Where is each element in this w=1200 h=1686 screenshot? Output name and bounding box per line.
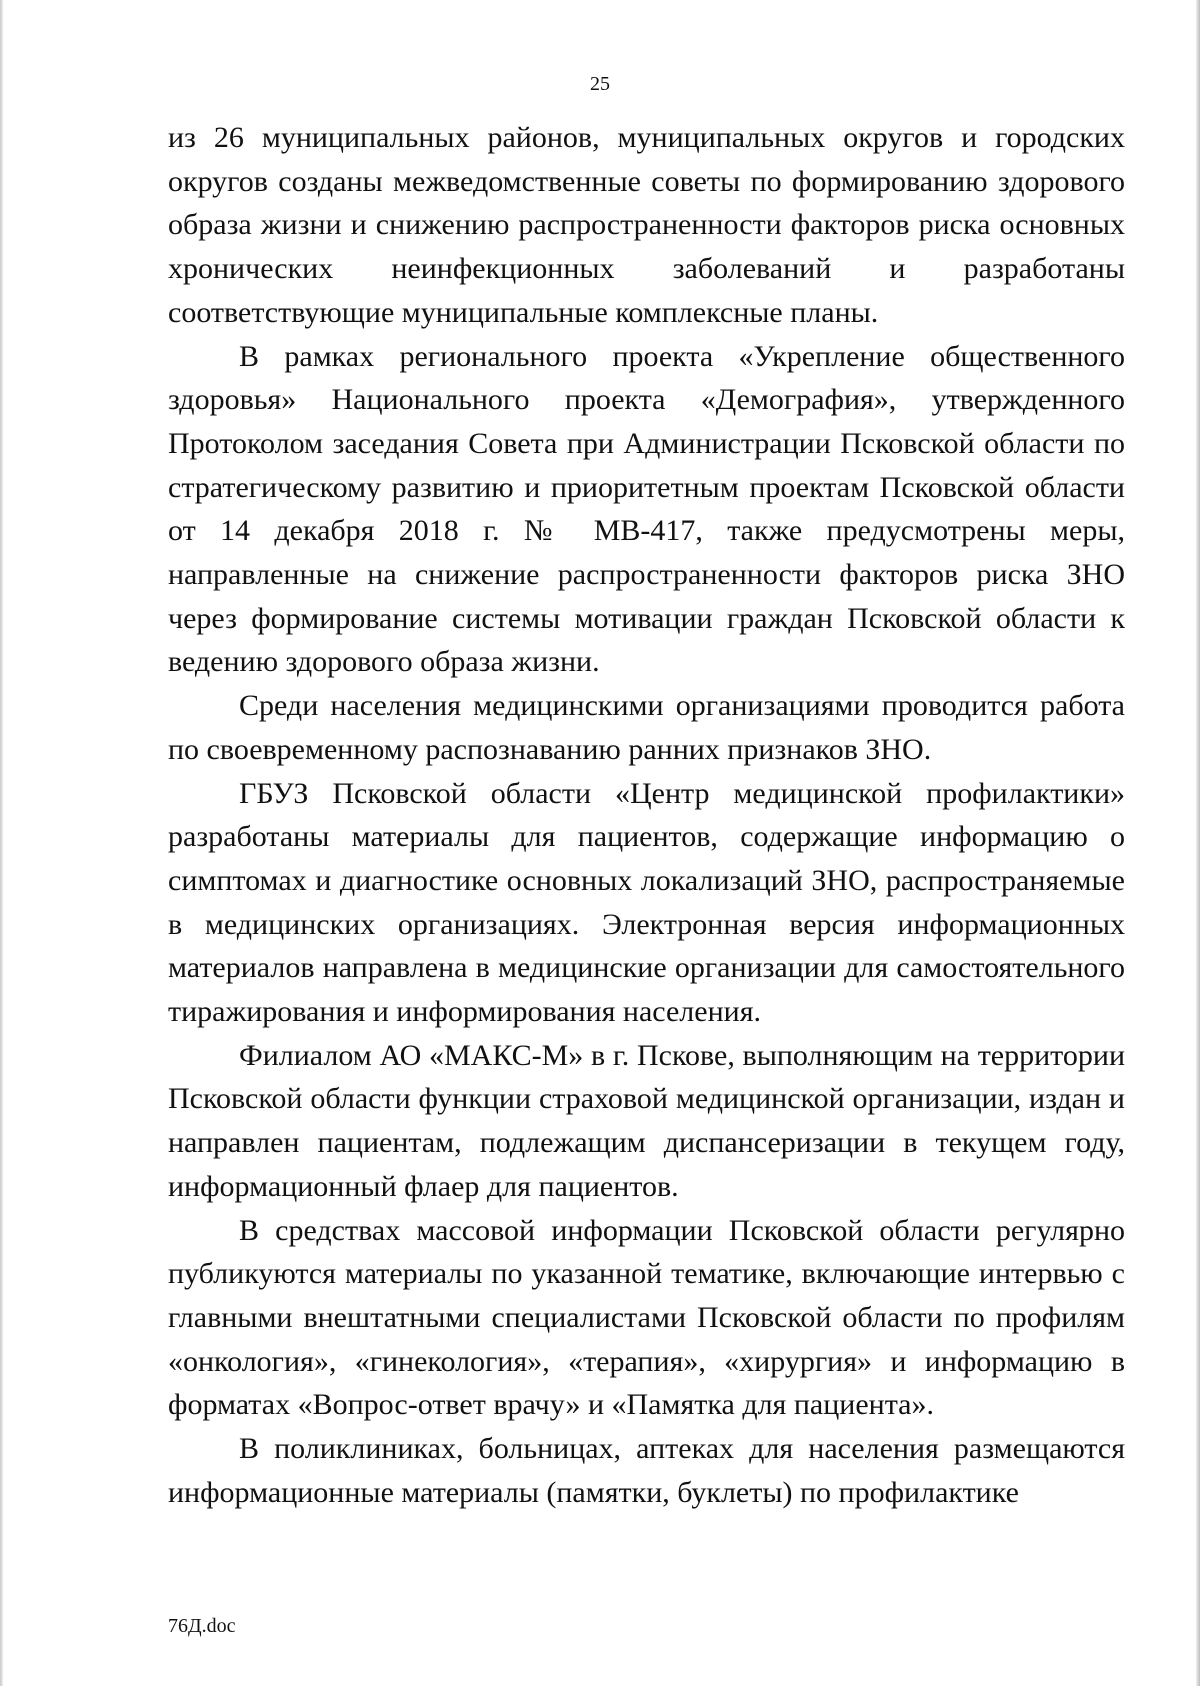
paragraph-municipal-councils: из 26 муниципальных районов, муниципальных округов и городских округов созданы межведомственные советы по формированию здорового образа жизни и снижению распространенности факторов риска основных хронических неинфекционных заболеваний и разработаны соответствующие муниципальные комплексные планы.: [168, 121, 1125, 329]
scan-edge-left: [0, 0, 3, 1686]
paragraph-maks-m-flyer: Филиалом АО «МАКС-М» в г. Пскове, выполняющим на территории Псковской области функции страховой медицинской организации, издан и направлен пациентам, подлежащим диспансеризации в текущем году, информационный флаер для пациентов.: [168, 1038, 1125, 1203]
paragraph-mass-media: В средствах массовой информации Псковской области регулярно публикуются материалы по указанной тематике, включающие интервью с главными внештатными специалистами Псковской области по профилям «онкология», «гинекология», «терапия», «хирургия» и информацию в форматах «Вопрос-ответ врачу» и «Памятка для пациента».: [168, 1213, 1125, 1422]
document-body: [168, 116, 1125, 1515]
paragraph-regional-project: В рамках регионального проекта «Укрепление общественного здоровья» Национального проекта «Демография», утвержденного Протоколом заседания Совета при Администрации Псковской области по стратегическому развитию и приоритетным проектам Псковской области от 14 декабря 2018 г. № МВ-417, также предусмотрены меры, направленные на снижение распространенности факторов риска ЗНО через формирование системы мотивации граждан Псковской области к ведению здорового образа жизни.: [168, 339, 1125, 679]
paragraph-early-recognition: Среди населения медицинскими организациями проводится работа по своевременному распознаванию ранних признаков ЗНО.: [168, 689, 1125, 766]
paragraph-clinics-materials: В поликлиниках, больницах, аптеках для населения размещаются информационные материалы (памятки, буклеты) по профилактике: [168, 1432, 1125, 1509]
footer-filename: 76Д.doc: [168, 1615, 236, 1637]
scan-edge-right: [1196, 0, 1200, 1686]
page-number: 25: [590, 73, 610, 95]
paragraph-prevention-center: ГБУЗ Псковской области «Центр медицинской профилактики» разработаны материалы для пациентов, содержащие информацию о симптомах и диагностике основных локализаций ЗНО, распространяемые в медицинских организациях. Электронная версия информационных материалов направлена в медицинские организации для самостоятельного тиражирования и информирования населения.: [168, 776, 1125, 1029]
